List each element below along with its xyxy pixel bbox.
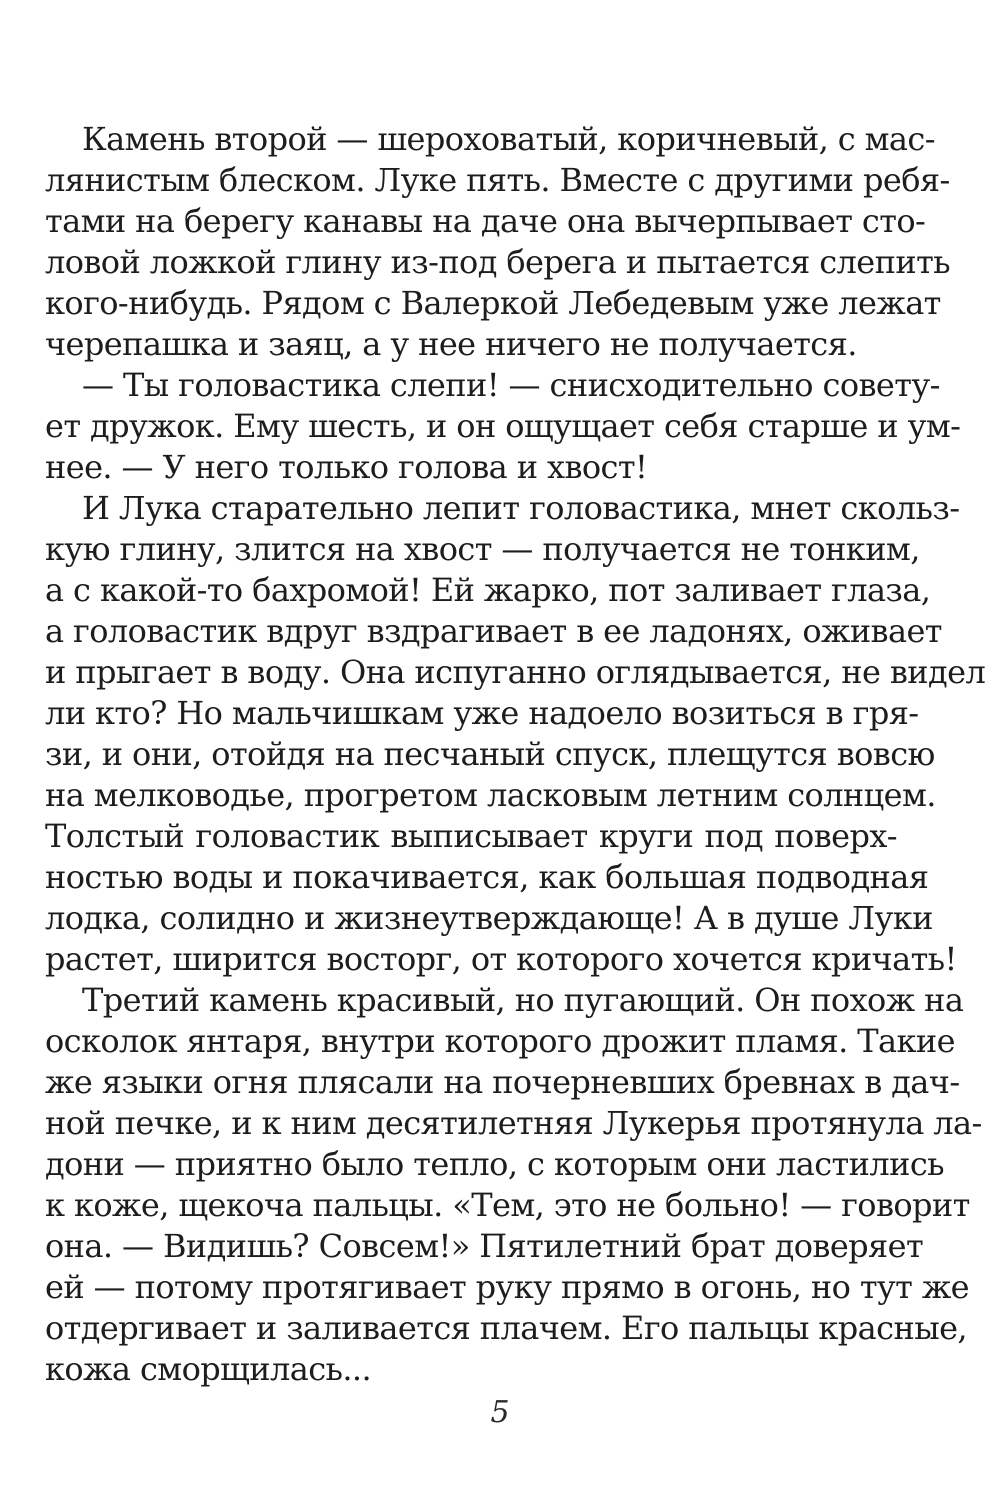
text-line: Толстый головастик выписывает круги под поверх-	[45, 817, 897, 855]
text-line: лянистым блеском. Луке пять. Вместе с другими ребя-	[45, 161, 950, 199]
text-line: на мелководье, прогретом ласковым летним солнцем.	[45, 776, 936, 814]
text-line: кожа сморщилась...	[45, 1350, 372, 1388]
text-line: ли кто? Но мальчишкам уже надоело возиться в гря-	[45, 694, 919, 732]
text-line: к коже, щекоча пальцы. «Тем, это не больно! — говорит	[45, 1186, 970, 1224]
text-line: ностью воды и покачивается, как большая подводная	[45, 858, 929, 896]
text-line: зи, и они, отойдя на песчаный спуск, плещутся вовсю	[45, 735, 935, 773]
text-line: а с какой-то бахромой! Ей жарко, пот заливает глаза,	[45, 571, 931, 609]
text-line: ет дружок. Ему шесть, и он ощущает себя старше и ум-	[45, 407, 961, 445]
text-line: осколок янтаря, внутри которого дрожит пламя. Такие	[45, 1022, 955, 1060]
text-line: черепашка и заяц, а у нее ничего не получается.	[45, 325, 857, 363]
text-line: тами на берегу канавы на даче она вычерпывает сто-	[45, 202, 926, 240]
page-number: 5	[490, 1395, 510, 1430]
text-line: И Лука старательно лепит головастика, мнет скольз-	[82, 489, 960, 527]
text-line: ной печке, и к ним десятилетняя Лукерья протянула ла-	[45, 1104, 982, 1142]
text-line: Третий камень красивый, но пугающий. Он похож на	[82, 981, 964, 1019]
text-line: нее. — У него только голова и хвост!	[45, 448, 648, 486]
text-line: ей — потому протягивает руку прямо в огонь, но тут же	[45, 1268, 969, 1306]
text-line: отдергивает и заливается плачем. Его пальцы красные,	[45, 1309, 967, 1347]
text-line: кую глину, злится на хвост — получается не тонким,	[45, 530, 920, 568]
text-line: Камень второй — шероховатый, коричневый, с мас-	[82, 120, 935, 158]
text-line: а головастик вдруг вздрагивает в ее ладонях, оживает	[45, 612, 942, 650]
text-line: же языки огня плясали на почерневших бревнах в дач-	[45, 1063, 960, 1101]
text-line: лодка, солидно и жизнеутверждающе! А в душе Луки	[45, 899, 933, 937]
text-line: она. — Видишь? Совсем!» Пятилетний брат доверяет	[45, 1227, 924, 1265]
text-line: растет, ширится восторг, от которого хочется кричать!	[45, 940, 957, 978]
text-line: и прыгает в воду. Она испуганно оглядывается, не видел	[45, 653, 986, 691]
text-line: — Ты головастика слепи! — снисходительно совету-	[82, 366, 940, 404]
text-line: кого-нибудь. Рядом с Валеркой Лебедевым уже лежат	[45, 284, 941, 322]
text-line: дони — приятно было тепло, с которым они ластились	[45, 1145, 944, 1183]
text-line: ловой ложкой глину из-под берега и пытается слепить	[45, 243, 950, 281]
